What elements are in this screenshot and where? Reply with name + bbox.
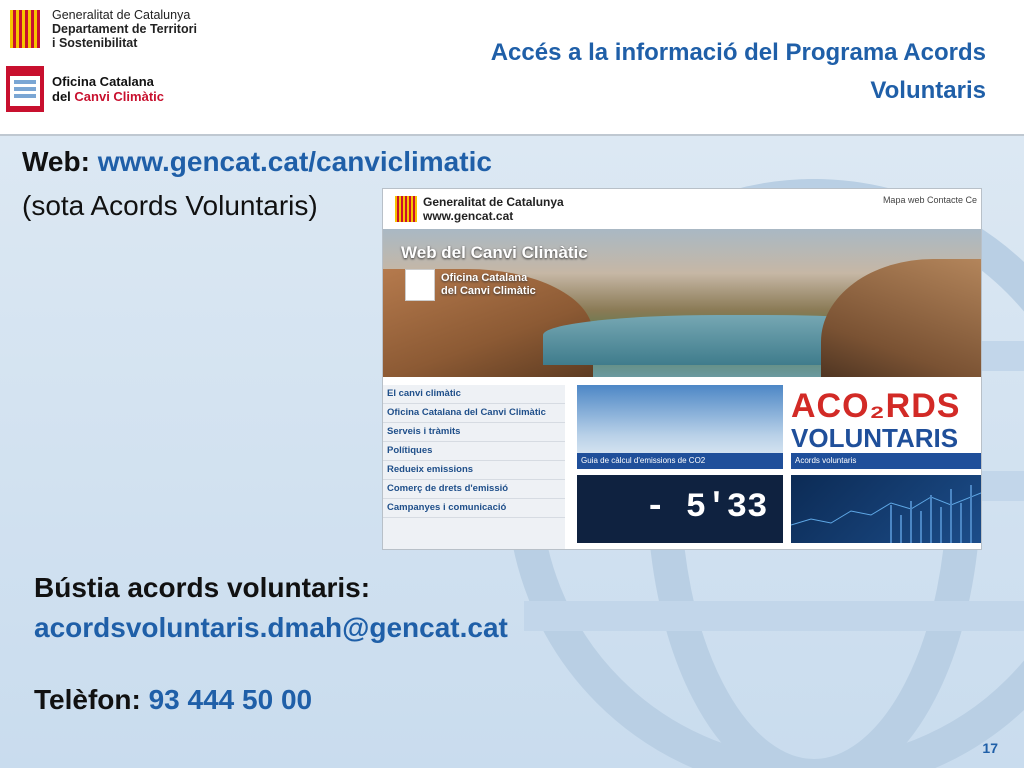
generalitat-logo [6, 6, 197, 52]
website-topbar [383, 189, 981, 230]
page-number: 17 [982, 740, 998, 756]
website-org [423, 195, 564, 223]
phone-label: Telèfon: [34, 684, 149, 715]
menu-item: Oficina Catalana del Canvi Climàtic [383, 404, 565, 423]
tile-acords [791, 385, 981, 469]
tile-countdown-value: - 5'33 [645, 489, 768, 527]
menu-item: El canvi climàtic [383, 385, 565, 404]
org-line-2: Departament de Territori [52, 22, 197, 36]
slide-title [346, 34, 986, 110]
menu-item: Serveis i tràmits [383, 423, 565, 442]
org-name [52, 8, 197, 50]
phone-number: 93 444 50 00 [148, 684, 313, 715]
website-org-line-2: www.gencat.cat [423, 209, 514, 223]
web-label: Web: [22, 146, 98, 177]
office-line-2 [52, 89, 164, 104]
website-menu [383, 385, 565, 549]
oficina-logo [6, 66, 164, 112]
menu-item: Campanyes i comunicació [383, 499, 565, 518]
market-chart-graphic [791, 475, 981, 543]
banner-cliff-right [821, 259, 981, 377]
org-line-3: i Sostenibilitat [52, 36, 138, 50]
office-emblem-icon [405, 269, 435, 301]
slide-title-line-2: Voluntaris [870, 77, 986, 104]
tile-co2-caption: Guia de càlcul d'emissions de CO2 [577, 453, 783, 469]
web-note: (sota Acords Voluntaris) [22, 190, 318, 221]
oficina-emblem-icon [6, 66, 44, 112]
tile-acords-caption: Acords voluntaris [791, 453, 981, 469]
web-line [22, 146, 492, 178]
tile-market-chart [791, 475, 981, 543]
catalan-flag-icon [6, 6, 44, 52]
banner-office-line-1: Oficina Catalana [441, 272, 528, 284]
website-top-links: Mapa web Contacte Ce [882, 195, 977, 205]
office-line-1: Oficina Catalana [52, 74, 154, 89]
office-line-2b: Canvi Climàtic [74, 89, 164, 104]
header [0, 0, 1024, 136]
web-url-link[interactable]: www.gencat.cat/canviclimatic [97, 146, 492, 177]
org-line-1: Generalitat de Catalunya [52, 8, 191, 22]
banner-office-line-2: del Canvi Climàtic [441, 285, 536, 297]
banner-office [405, 269, 536, 301]
menu-item: Polítiques [383, 442, 565, 461]
menu-item: Comerç de drets d'emissió [383, 480, 565, 499]
mailbox-label: Bústia acords voluntaris: [34, 572, 371, 603]
menu-item: Redueix emissions [383, 461, 565, 480]
website-org-line-1: Generalitat de Catalunya [423, 195, 564, 209]
phone-line [34, 684, 312, 716]
office-name [52, 74, 164, 104]
website-banner [383, 229, 981, 377]
office-line-2a: del [52, 89, 75, 104]
banner-title: Web del Canvi Climàtic [401, 243, 588, 262]
tile-co2-guide [577, 385, 783, 469]
mailbox-email-link[interactable]: acordsvoluntaris.dmah@gencat.cat [34, 612, 508, 643]
tile-acords-heading: ACO₂RDS [791, 387, 961, 425]
website-screenshot [382, 188, 982, 550]
slide-title-line-1: Accés a la informació del Programa Acords [490, 39, 986, 66]
tile-acords-subheading: VOLUNTARIS [791, 423, 959, 453]
banner-office-text [441, 272, 536, 298]
tile-countdown [577, 475, 783, 543]
catalan-flag-icon [395, 196, 417, 222]
